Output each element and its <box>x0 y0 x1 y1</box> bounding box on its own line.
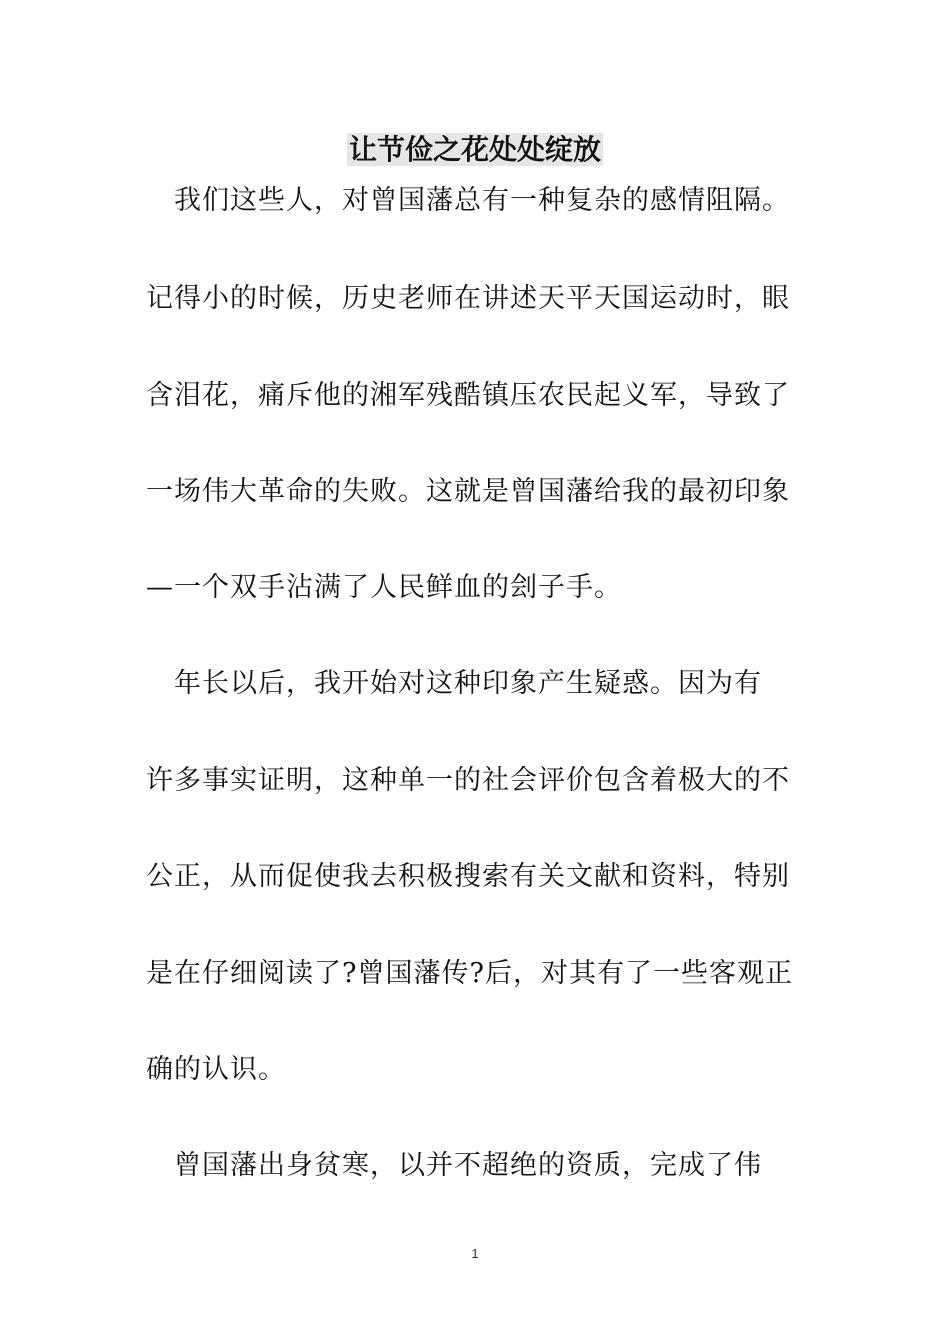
page-number: 1 <box>471 1246 479 1261</box>
text-line-8: 公正，从而促使我去积极搜索有关文献和资料，特别 <box>146 861 790 892</box>
text-line-10: 确的认识。 <box>146 1054 286 1085</box>
text-line-11: 曾国藩出身贫寒，以并不超绝的资质，完成了伟 <box>146 1150 762 1181</box>
text-line-3: 含泪花，痛斥他的湘军残酷镇压农民起义军，导致了 <box>146 380 790 411</box>
document-title <box>0 130 950 170</box>
text-line-9: 是在仔细阅读了?曾国藩传?后，对其有了一些客观正 <box>146 958 793 989</box>
text-line-6: 年长以后，我开始对这种印象产生疑惑。因为有 <box>146 668 762 699</box>
text-line-7: 许多事实证明，这种单一的社会评价包含着极大的不 <box>146 765 790 796</box>
title-text: 让节俭之花处处绽放 <box>348 133 601 166</box>
text-line-1: 我们这些人，对曾国藩总有一种复杂的感情阻隔。 <box>146 185 790 216</box>
text-line-2: 记得小的时候，历史老师在讲述天平天国运动时，眼 <box>146 283 790 314</box>
text-line-5: —一个双手沾满了人民鲜血的刽子手。 <box>146 572 622 603</box>
text-line-4: 一场伟大革命的失败。这就是曾国藩给我的最初印象 <box>146 476 790 507</box>
